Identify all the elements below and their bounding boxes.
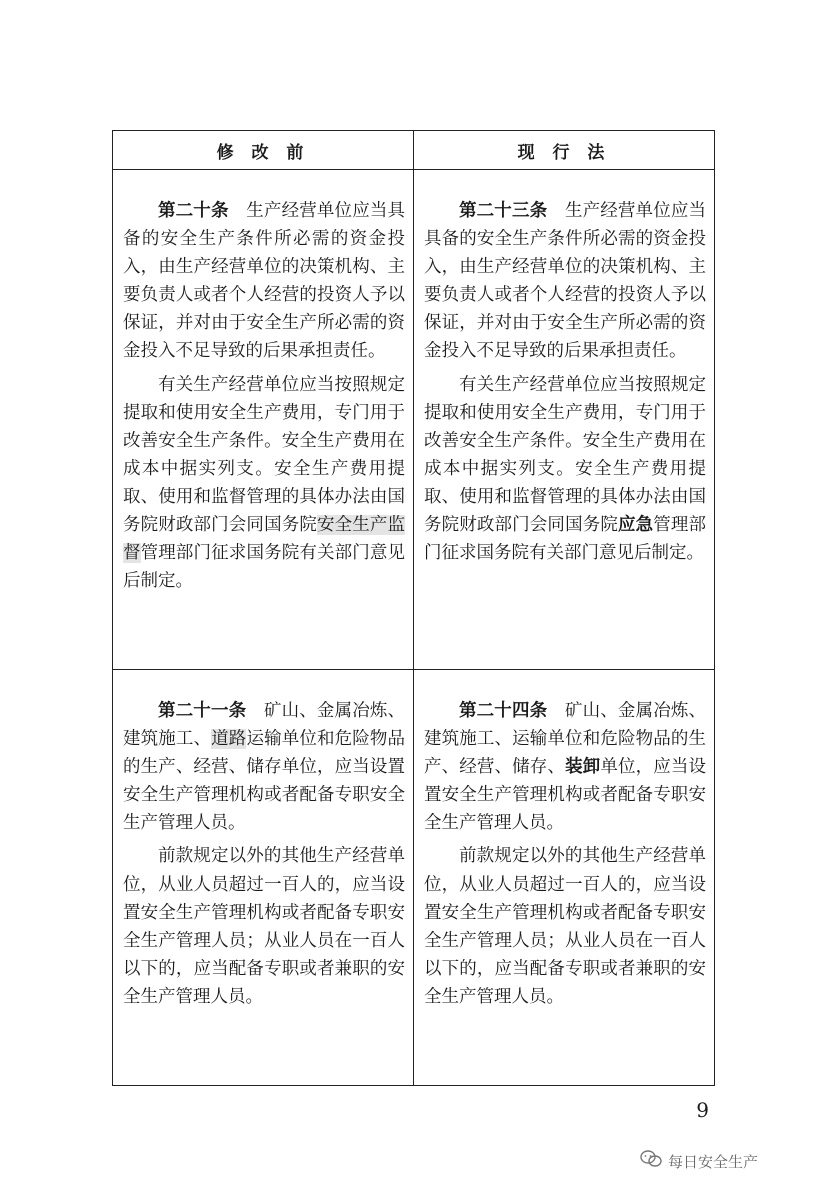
cell-row1-current	[424, 197, 706, 572]
paragraph-text: 前款规定以外的其他生产经营单位，从业人员超过一百人的，应当设置安全生产管理机构或者配备专职安全生产管理人员；从业人员在一百人以下的，应当配备专职或者兼职的安全生产管理人员。	[424, 846, 706, 1007]
article-number: 第二十条	[158, 201, 229, 221]
paragraph-text: 管理部门征求国务院有关部门意见后制定。	[123, 543, 406, 592]
bold-text: 应急	[617, 515, 654, 536]
cell-row2-current	[424, 697, 706, 1016]
header-divider	[113, 169, 714, 170]
paragraph	[123, 197, 405, 366]
paragraph-text: 有关生产经营单位应当按照规定提取和使用安全生产费用，专门用于改善安全生产条件。安全生产费用在成本中据实列支。安全生产费用提取、使用和监督管理的具体办法由国务院财政部门会同国务院	[424, 374, 706, 536]
cell-row1-before	[123, 197, 405, 600]
paragraph	[123, 842, 405, 1011]
paragraph-text: 矿山、金属冶炼、建筑施工、	[123, 701, 406, 750]
paragraph	[424, 371, 706, 568]
article-number: 第二十三条	[459, 201, 548, 221]
paragraph-text: 管理部门征求国务院有关部门意见后制定。	[424, 515, 707, 564]
watermark-text: 每日安全生产	[668, 1152, 759, 1171]
highlighted-text: 安全生产监督	[123, 515, 406, 564]
paragraph	[123, 697, 405, 837]
paragraph-text: 生产经营单位应当具备的安全生产条件所必需的资金投入，由生产经营单位的决策机构、主要负责人或者个人经营的投资人予以保证，并对由于安全生产所必需的资金投入不足导致的后果承担责任。	[123, 201, 406, 362]
paragraph-text: 前款规定以外的其他生产经营单位，从业人员超过一百人的，应当设置安全生产管理机构或者配备专职安全生产管理人员；从业人员在一百人以下的，应当配备专职或者兼职的安全生产管理人员。	[123, 846, 405, 1007]
paragraph	[123, 371, 405, 596]
paragraph-text: 矿山、金属冶炼、建筑施工、运输单位和危险物品的生产、经营、储存、	[424, 701, 707, 778]
watermark	[640, 1150, 758, 1172]
header-before-revision: 修 改 前	[216, 142, 310, 163]
wechat-icon	[640, 1150, 662, 1172]
bold-text: 装卸	[565, 757, 601, 778]
paragraph	[424, 697, 706, 837]
paragraph-text: 运输单位和危险物品的生产、经营、储存单位，应当设置安全生产管理机构或者配备专职安全生产管理人员。	[123, 729, 406, 834]
cell-row2-before	[123, 697, 405, 1016]
paragraph-text: 生产经营单位应当具备的安全生产条件所必需的资金投入，由生产经营单位的决策机构、主要负责人或者个人经营的投资人予以保证，并对由于安全生产所必需的资金投入不足导致的后果承担责任。	[424, 201, 707, 362]
article-number: 第二十四条	[459, 701, 548, 721]
column-divider	[413, 131, 414, 1085]
highlighted-text: 道路	[211, 729, 247, 750]
article-number: 第二十一条	[158, 701, 247, 721]
page-number: 9	[696, 1098, 709, 1122]
paragraph-text: 单位，应当设置安全生产管理机构或者配备专职安全生产管理人员。	[424, 757, 707, 834]
paragraph-text: 有关生产经营单位应当按照规定提取和使用安全生产费用，专门用于改善安全生产条件。安全生产费用在成本中据实列支。安全生产费用提取、使用和监督管理的具体办法由国务院财政部门会同国务院	[123, 374, 405, 536]
paragraph	[424, 197, 706, 366]
header-current-law: 现 行 法	[517, 142, 611, 163]
row-divider	[113, 669, 714, 670]
paragraph	[424, 842, 706, 1011]
comparison-table	[112, 130, 715, 1086]
